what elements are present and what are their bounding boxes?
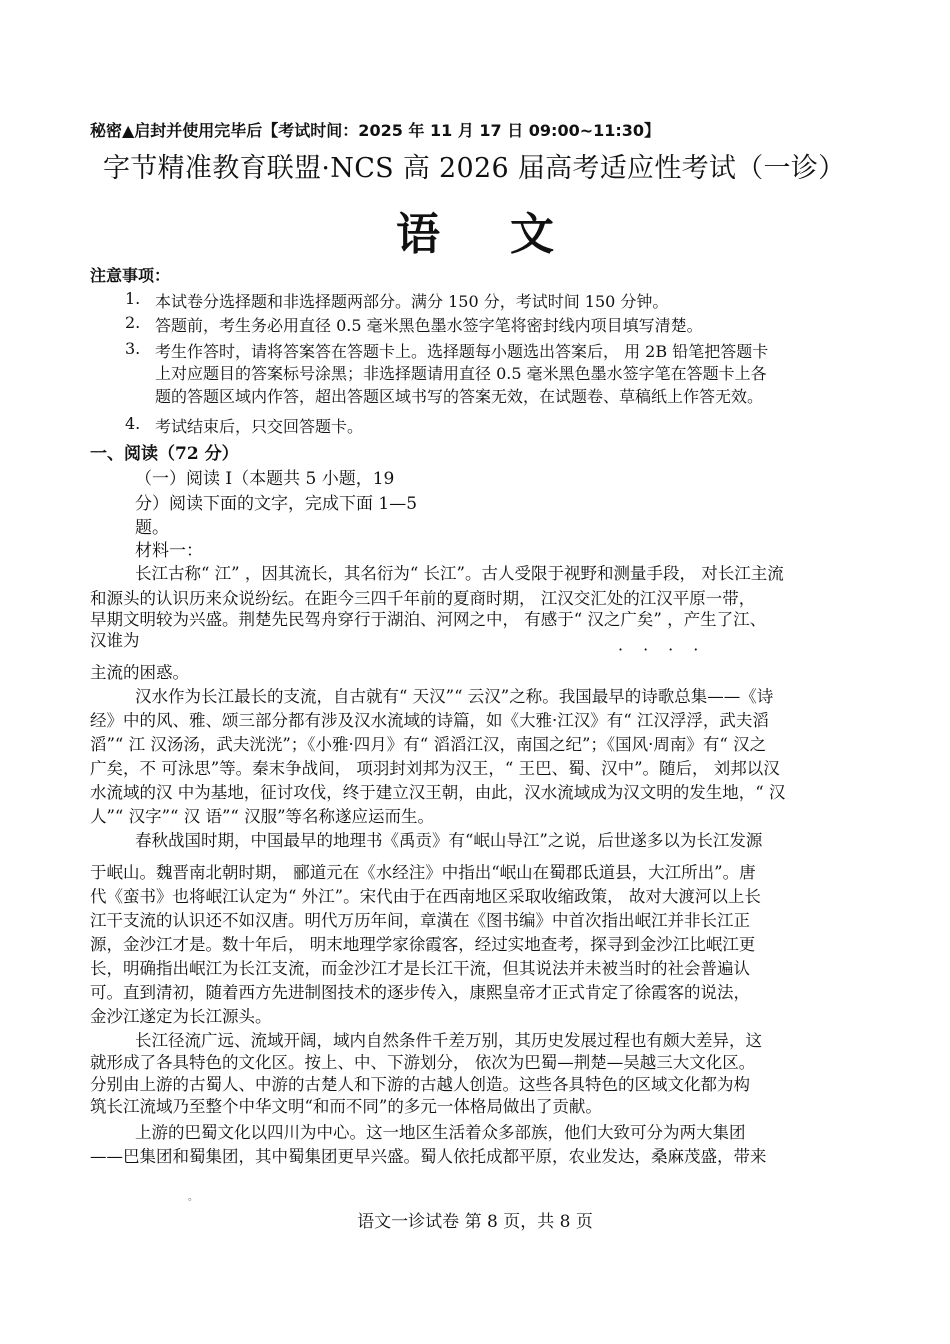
passage-line: 金沙江遂定为长江源头。 <box>90 1007 272 1026</box>
passage-line: 长江径流广远、流域开阔，域内自然条件千差万别，其历史发展过程也有颇大差异，这 <box>135 1031 762 1050</box>
confidential-header: 秘密▲启封并使用完毕后【考试时间：2025 年 11 月 17 日 09:00~11:30】 <box>90 121 661 140</box>
section-heading: 一、阅读（72 分） <box>90 444 239 464</box>
notice-item-text: 上对应题目的答案标号涂黑；非选择题请用直径 0.5 毫米黑色墨水签字笔在答题卡上各 <box>155 364 767 383</box>
notice-item-number: 2. <box>125 313 141 332</box>
passage-line: 可。直到清初，随着西方先进制图技术的逐步传入，康熙皇帝才正式肯定了徐霞客的说法， <box>90 983 750 1002</box>
notice-item-text: 题的答题区域内作答，超出答题区域书写的答案无效，在试题卷、草稿纸上作答无效。 <box>155 387 764 406</box>
passage-line: 代《蛮书》也将岷江认定为“ 外江”。宋代由于在西南地区采取收缩政策， 故对大渡河以上长 <box>90 887 761 906</box>
passage-line: 主流的困惑。 <box>90 663 189 682</box>
notice-item-number: 4. <box>125 414 141 433</box>
passage-line: 汉水作为长江最长的支流，自古就有“ 天汉”“ 云汉”之称。我国最早的诗歌总集——《诗 <box>135 687 774 706</box>
subsection-line: 题。 <box>135 518 169 538</box>
notice-item-number: 1. <box>125 289 141 308</box>
passage-line: 春秋战国时期，中国最早的地理书《禹贡》有“岷山导江”之说，后世遂多以为长江发源 <box>135 831 763 850</box>
passage-line: 就形成了各具特色的文化区。按上、中、下游划分， 依次为巴蜀—荆楚—吴越三大文化区。 <box>90 1053 756 1072</box>
notice-item-number: 3. <box>125 339 141 358</box>
passage-line: 江干支流的认识还不如汉唐。明代万历年间，章潢在《图书编》中首次指出岷江并非长江正 <box>90 911 750 930</box>
notice-heading: 注意事项： <box>90 266 171 285</box>
passage-line: 滔”“ 江 汉汤汤，武夫洸洸”；《小雅·四月》有“ 滔滔江汉，南国之纪”；《国风·周南》有“ 汉之 <box>90 735 767 754</box>
emphasis-dots: ···· <box>618 640 719 659</box>
subject-title: 语文 <box>396 209 624 260</box>
passage-line: 源，金沙江才是。数十年后， 明末地理学家徐霞客，经过实地查考，探寻到金沙江比岷江更 <box>90 935 756 954</box>
exam-title: 字节精准教育联盟·NCS 高 2026 届高考适应性考试（一诊） <box>103 153 846 184</box>
passage-line: 广矣，不 可泳思”等。秦末争战间， 项羽封刘邦为汉王，“ 王巴、蜀、汉中”。随后， 刘邦以汉 <box>90 759 780 778</box>
notice-item-text: 考试结束后，只交回答题卡。 <box>155 417 364 436</box>
passage-line: 长江古称“ 江” ，因其流长，其名衍为“ 长江”。古人受限于视野和测量手段， 对长江主流 <box>135 564 784 583</box>
passage-line: 分别由上游的古蜀人、中游的古楚人和下游的古越人创造。这些各具特色的区域文化都为构 <box>90 1075 750 1094</box>
subsection-line: 分）阅读下面的文字，完成下面 1—5 <box>135 494 418 514</box>
notice-item-text: 答题前，考生务必用直径 0.5 毫米黑色墨水签字笔将密封线内项目填写清楚。 <box>155 316 703 335</box>
stray-mark: 。 <box>188 1192 198 1203</box>
passage-line: ——巴集团和蜀集团，其中蜀集团更早兴盛。蜀人依托成都平原，农业发达，桑麻茂盛，带来 <box>90 1147 767 1166</box>
passage-line: 长，明确指出岷江为长江支流，而金沙江才是长江干流，但其说法并未被当时的社会普遍认 <box>90 959 750 978</box>
passage-line: 于岷山。魏晋南北朝时期， 郦道元在《水经注》中指出“岷山在蜀郡氐道县，大江所出”。唐 <box>90 863 756 882</box>
notice-item-text: 考生作答时，请将答案答在答题卡上。选择题每小题选出答案后， 用 2B 铅笔把答题卡 <box>155 342 769 361</box>
page-footer: 语文一诊试卷 第 8 页，共 8 页 <box>357 1212 593 1232</box>
notice-item-text: 本试卷分选择题和非选择题两部分。满分 150 分，考试时间 150 分钟。 <box>155 292 669 311</box>
passage-line: 汉谁为 <box>90 631 140 650</box>
passage-line: 和源头的认识历来众说纷纭。在距今三四千年前的夏商时期， 江汉交汇处的江汉平原一带， <box>90 589 756 608</box>
passage-line: 早期文明较为兴盛。荆楚先民驾舟穿行于湖泊、河网之中， 有感于“ 汉之广矣” ，产生了江、 <box>90 610 767 629</box>
material-label: 材料一： <box>135 541 203 561</box>
passage-line: 经》中的风、雅、颂三部分都有涉及汉水流域的诗篇，如《大雅·江汉》有“ 江汉浮浮，武夫滔 <box>90 711 769 730</box>
passage-line: 筑长江流域乃至整个中华文明“和而不同”的多元一体格局做出了贡献。 <box>90 1097 602 1116</box>
passage-line: 上游的巴蜀文化以四川为中心。这一地区生活着众多部族，他们大致可分为两大集团 <box>135 1123 746 1142</box>
passage-line: 水流域的汉 中为基地，征讨攻伐，终于建立汉王朝，由此，汉水流域成为汉文明的发生地，“ 汉 <box>90 783 786 802</box>
passage-line: 人”“ 汉字”“ 汉 语”“ 汉服”等名称遂应运而生。 <box>90 807 435 826</box>
subsection-line: （一）阅读 I（本题共 5 小题，19 <box>135 469 395 489</box>
